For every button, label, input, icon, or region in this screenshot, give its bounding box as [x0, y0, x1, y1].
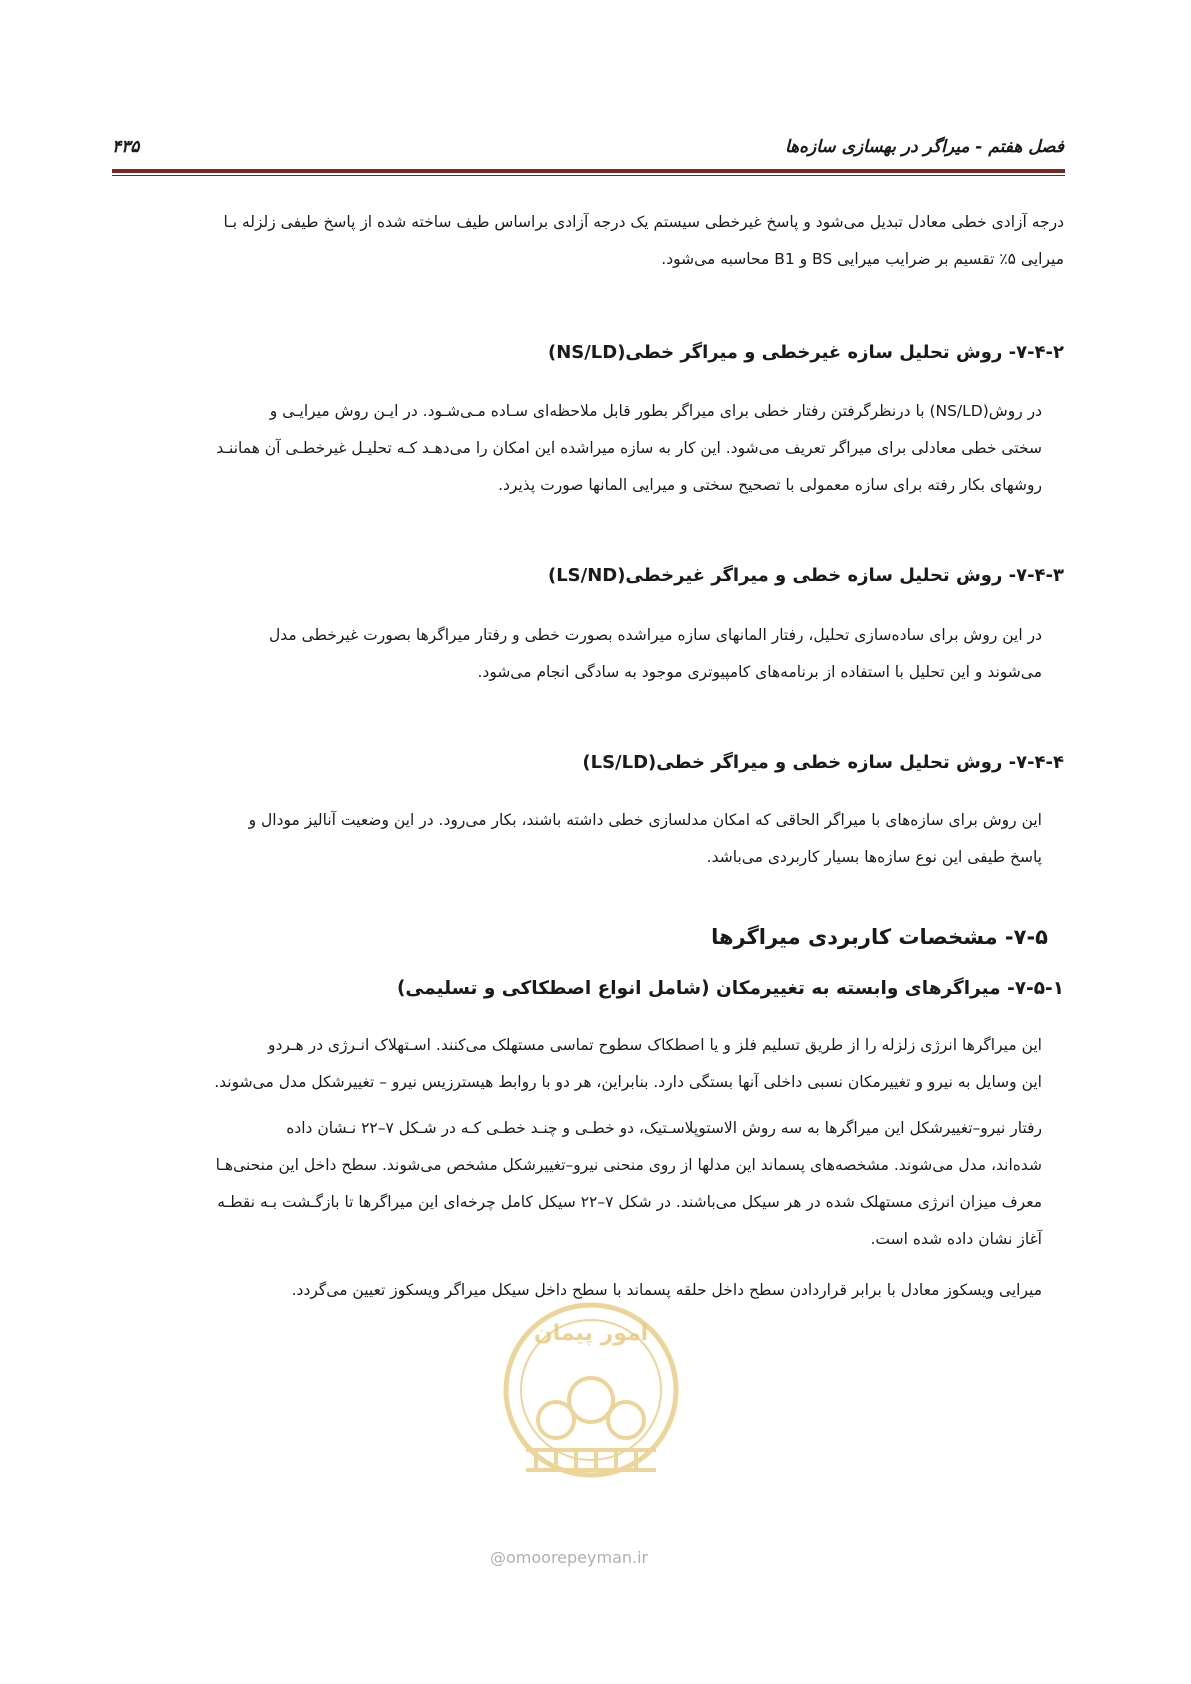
paragraph-line: میرایی ۵٪ تقسیم بر ضرایب میرایی BS و B1 محاسبه می‌شود. [661, 250, 1064, 268]
page-number: ۴۳۵ [112, 137, 140, 157]
paragraph-line: در این روش برای ساده‌سازی تحلیل، رفتار المانهای سازه میراشده بصورت خطی و رفتار میراگرها بصورت غیرخطی مدل [269, 626, 1042, 644]
header-rule-thin [112, 175, 1065, 176]
paragraph-line: پاسخ طیفی این نوع سازه‌ها بسیار کاربردی می‌باشد. [706, 848, 1042, 866]
paragraph-line: می‌شوند و این تحلیل با استفاده از برنامه‌های کامپیوتری موجود به سادگی انجام می‌شود. [477, 663, 1042, 681]
section-7-5-1-paragraph-1 [124, 1027, 1064, 1101]
paragraph-line: میرایی ویسکوز معادل با برابر قراردادن سطح داخل حلقه پسماند با سطح داخل سیکل میراگر ویسکوز تعیین می‌گردد. [291, 1281, 1042, 1299]
paragraph-line: سختی خطی معادلی برای میراگر تعریف می‌شود. این کار به سازه میراشده این امکان را می‌دهـد کـه تحلیـل غیرخطـی آن هماننـد [216, 439, 1042, 457]
paragraph-line: روشهای بکار رفته برای سازه معمولی با تصحیح سختی و میرایی المانها صورت پذیرد. [498, 476, 1042, 494]
section-heading-7-5: ۷-۵- مشخصات کاربردی میراگرها [711, 925, 1048, 949]
section-heading-7-4-2: ۷-۴-۲- روش تحلیل سازه غیرخطی و میراگر خطی(NS/LD) [547, 342, 1064, 363]
running-header-title: فصل هفتم - میراگر در بهسازی سازه‌ها [784, 137, 1064, 157]
section-7-4-3-paragraph [124, 617, 1064, 691]
watermark-site: @omoorepeyman.ir [490, 1548, 649, 1567]
section-heading-7-4-4: ۷-۴-۴- روش تحلیل سازه خطی و میراگر خطی(LS/LD) [582, 752, 1064, 773]
paragraph-line: آغاز نشان داده شده است. [870, 1230, 1042, 1248]
section-heading-7-4-3: ۷-۴-۳- روش تحلیل سازه خطی و میراگر غیرخطی(LS/ND) [547, 565, 1064, 586]
intro-paragraph [124, 204, 1064, 278]
paragraph-line: رفتار نیرو–تغییرشکل این میراگرها به سه روش الاستوپلاسـتیک، دو خطـی و چنـد خطـی کـه در شـکل ۷–۲۲ نـشان داده [286, 1119, 1042, 1137]
paragraph-line: در روش(NS/LD) با درنظرگرفتن رفتار خطی برای میراگر بطور قابل ملاحظه‌ای سـاده مـی‌شـود. در ایـن روش میرایـی و [269, 402, 1042, 420]
section-7-5-1-paragraph-2 [124, 1110, 1064, 1258]
paragraph-line: این میراگرها انرژی زلزله را از طریق تسلیم فلز و یا اصطکاک سطوح تماسی مستهلک می‌کنند. اسـتهلاک انـرژی در هـردو [268, 1036, 1042, 1054]
paragraph-line: این وسایل به نیرو و تغییرمکان نسبی داخلی آنها بستگی دارد. بنابراین، هر دو با روابط هیسترزیس نیرو – تغییرشکل مدل می‌شوند. [214, 1073, 1042, 1091]
section-heading-7-5-1: ۷-۵-۱- میراگرهای وابسته به تغییرمکان (شامل انواع اصطکاکی و تسلیمی) [396, 978, 1064, 999]
paragraph-line: شده‌اند، مدل می‌شوند. مشخصه‌های پسماند این مدلها از روی منحنی نیرو–تغییرشکل مشخص می‌شوند. سطح داخل این منحنی‌هـا [215, 1156, 1042, 1174]
watermark-seal [496, 1280, 686, 1520]
paragraph-line: این روش برای سازه‌های با میراگر الحاقی که امکان مدلسازی خطی داشته باشند، بکار می‌رود. در این وضعیت آنالیز مودال و [248, 811, 1042, 829]
header-rule-thick [112, 169, 1065, 173]
paragraph-line: معرف میزان انرژی مستهلک شده در هر سیکل می‌باشند. در شکل ۷–۲۲ سیکل کامل چرخه‌ای این میراگرها تا بازگـشت بـه نقطـه [217, 1193, 1042, 1211]
seal-text: امور پیمان [533, 1321, 649, 1346]
section-7-4-2-paragraph [124, 393, 1064, 504]
section-7-4-4-paragraph [124, 802, 1064, 876]
paragraph-line: درجه آزادی خطی معادل تبدیل می‌شود و پاسخ غیرخطی سیستم یک درجه آزادی براساس طیف ساخته شده از پاسخ طیفی زلزله بـا [223, 213, 1064, 231]
